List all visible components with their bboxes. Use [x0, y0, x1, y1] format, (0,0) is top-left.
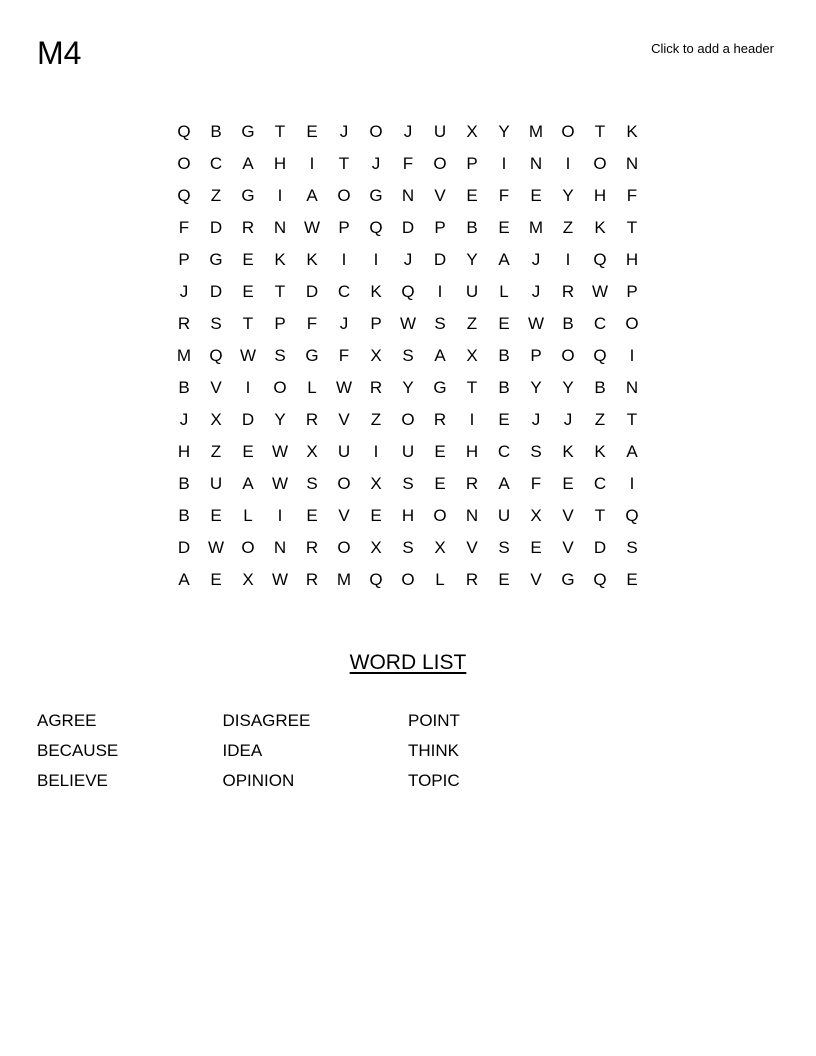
puzzle-letter: H — [177, 442, 191, 461]
puzzle-row — [168, 308, 648, 340]
puzzle-letter: B — [594, 378, 606, 397]
puzzle-letter: Q — [401, 282, 415, 301]
puzzle-letter: T — [242, 314, 254, 333]
puzzle-letter: Y — [466, 250, 478, 269]
puzzle-letter: Q — [593, 570, 607, 589]
puzzle-letter: E — [242, 282, 254, 301]
puzzle-letter: A — [434, 346, 446, 365]
puzzle-letter: G — [241, 186, 255, 205]
puzzle-letter: O — [337, 186, 351, 205]
puzzle-letter: I — [309, 154, 315, 173]
puzzle-letter: B — [466, 218, 478, 237]
puzzle-letter: S — [530, 442, 542, 461]
puzzle-letter: E — [466, 186, 478, 205]
puzzle-letter: I — [277, 186, 283, 205]
puzzle-letter: R — [305, 410, 319, 429]
puzzle-letter: N — [401, 186, 415, 205]
puzzle-row — [168, 116, 648, 148]
puzzle-letter: E — [498, 314, 510, 333]
puzzle-letter: W — [303, 218, 321, 237]
puzzle-letter: V — [530, 570, 542, 589]
puzzle-letter: Z — [594, 410, 606, 429]
page-title: M4 — [37, 35, 82, 71]
puzzle-letter: W — [335, 378, 353, 397]
puzzle-letter: P — [530, 346, 542, 365]
puzzle-letter: U — [497, 506, 511, 525]
puzzle-row — [168, 404, 648, 436]
puzzle-letter: W — [527, 314, 545, 333]
word-list-item: OPINION — [222, 771, 295, 790]
puzzle-letter: M — [528, 122, 544, 141]
puzzle-letter: W — [591, 282, 609, 301]
puzzle-letter: J — [339, 122, 349, 141]
puzzle-letter: I — [437, 282, 443, 301]
puzzle-letter: R — [305, 570, 319, 589]
puzzle-letter: X — [242, 570, 254, 589]
puzzle-letter: E — [498, 570, 510, 589]
puzzle-letter: F — [530, 474, 542, 493]
puzzle-letter: R — [561, 282, 575, 301]
puzzle-letter: D — [177, 538, 191, 557]
puzzle-letter: F — [338, 346, 350, 365]
puzzle-letter: V — [210, 378, 222, 397]
puzzle-letter: D — [209, 282, 223, 301]
puzzle-letter: P — [338, 218, 350, 237]
puzzle-row — [168, 244, 648, 276]
word-list-item: AGREE — [37, 711, 97, 730]
puzzle-letter: T — [338, 154, 350, 173]
puzzle-letter: K — [594, 442, 606, 461]
puzzle-letter: N — [273, 218, 287, 237]
puzzle-letter: K — [274, 250, 286, 269]
puzzle-letter: T — [466, 378, 478, 397]
puzzle-letter: E — [242, 250, 254, 269]
puzzle-letter: Q — [369, 218, 383, 237]
puzzle-row — [168, 500, 648, 532]
puzzle-letter: T — [274, 122, 286, 141]
puzzle-letter: R — [305, 538, 319, 557]
puzzle-letter: V — [434, 186, 446, 205]
puzzle-letter: Q — [177, 186, 191, 205]
puzzle-letter: P — [434, 218, 446, 237]
puzzle-letter: K — [370, 282, 382, 301]
puzzle-letter: E — [306, 122, 318, 141]
puzzle-letter: L — [499, 282, 509, 301]
puzzle-letter: B — [210, 122, 222, 141]
puzzle-letter: C — [337, 282, 351, 301]
puzzle-letter: P — [466, 154, 478, 173]
puzzle-letter: D — [305, 282, 319, 301]
puzzle-letter: L — [435, 570, 445, 589]
puzzle-letter: D — [209, 218, 223, 237]
puzzle-letter: P — [370, 314, 382, 333]
puzzle-letter: D — [401, 218, 415, 237]
puzzle-letter: F — [498, 186, 510, 205]
puzzle-letter: T — [626, 410, 638, 429]
puzzle-letter: G — [433, 378, 447, 397]
puzzle-letter: U — [337, 442, 351, 461]
puzzle-letter: N — [625, 378, 639, 397]
puzzle-letter: W — [271, 442, 289, 461]
word-list — [37, 706, 637, 796]
puzzle-letter: R — [433, 410, 447, 429]
puzzle-letter: S — [402, 346, 414, 365]
puzzle-letter: A — [498, 474, 510, 493]
puzzle-letter: G — [305, 346, 319, 365]
puzzle-letter: H — [465, 442, 479, 461]
puzzle-letter: I — [565, 250, 571, 269]
puzzle-letter: G — [369, 186, 383, 205]
puzzle-letter: W — [239, 346, 257, 365]
puzzle-letter: Z — [466, 314, 478, 333]
puzzle-letter: F — [626, 186, 638, 205]
puzzle-letter: Y — [530, 378, 542, 397]
puzzle-letter: E — [242, 442, 254, 461]
puzzle-letter: L — [307, 378, 317, 397]
puzzle-letter: U — [401, 442, 415, 461]
puzzle-letter: S — [210, 314, 222, 333]
puzzle-letter: G — [241, 122, 255, 141]
puzzle-letter: R — [241, 218, 255, 237]
puzzle-letter: F — [402, 154, 414, 173]
word-list-item: DISAGREE — [222, 711, 311, 730]
puzzle-letter: E — [370, 506, 382, 525]
puzzle-letter: S — [306, 474, 318, 493]
puzzle-letter: R — [465, 570, 479, 589]
puzzle-row — [168, 436, 648, 468]
puzzle-letter: O — [561, 346, 575, 365]
puzzle-letter: K — [626, 122, 638, 141]
puzzle-letter: Y — [274, 410, 286, 429]
puzzle-row — [168, 564, 648, 596]
puzzle-letter: I — [469, 410, 475, 429]
puzzle-letter: I — [501, 154, 507, 173]
puzzle-letter: I — [373, 442, 379, 461]
puzzle-letter: B — [498, 346, 510, 365]
puzzle-letter: O — [625, 314, 639, 333]
puzzle-letter: Q — [369, 570, 383, 589]
puzzle-letter: B — [178, 506, 190, 525]
puzzle-letter: O — [593, 154, 607, 173]
puzzle-letter: V — [338, 506, 350, 525]
puzzle-letter: W — [207, 538, 225, 557]
puzzle-letter: C — [497, 442, 511, 461]
puzzle-letter: O — [177, 154, 191, 173]
puzzle-letter: V — [338, 410, 350, 429]
puzzle-letter: J — [179, 410, 189, 429]
puzzle-letter: A — [242, 474, 254, 493]
puzzle-letter: C — [593, 474, 607, 493]
puzzle-letter: P — [626, 282, 638, 301]
puzzle-letter: A — [626, 442, 638, 461]
puzzle-letter: N — [625, 154, 639, 173]
puzzle-letter: Q — [593, 346, 607, 365]
puzzle-letter: T — [274, 282, 286, 301]
puzzle-row — [168, 180, 648, 212]
puzzle-letter: M — [528, 218, 544, 237]
puzzle-letter: O — [401, 410, 415, 429]
puzzle-letter: Y — [402, 378, 414, 397]
puzzle-letter: S — [274, 346, 286, 365]
puzzle-letter: J — [403, 122, 413, 141]
puzzle-letter: V — [562, 506, 574, 525]
puzzle-letter: R — [465, 474, 479, 493]
puzzle-letter: Z — [562, 218, 574, 237]
puzzle-letter: V — [562, 538, 574, 557]
puzzle-letter: K — [306, 250, 318, 269]
puzzle-letter: L — [243, 506, 253, 525]
puzzle-letter: O — [369, 122, 383, 141]
puzzle-letter: Y — [562, 378, 574, 397]
word-list-item: POINT — [408, 711, 460, 730]
puzzle-letter: I — [565, 154, 571, 173]
puzzle-letter: X — [370, 346, 382, 365]
puzzle-letter: J — [403, 250, 413, 269]
puzzle-letter: F — [178, 218, 190, 237]
puzzle-letter: Q — [593, 250, 607, 269]
puzzle-letter: Y — [498, 122, 510, 141]
puzzle-letter: C — [593, 314, 607, 333]
puzzle-letter: I — [277, 506, 283, 525]
puzzle-letter: Z — [210, 186, 222, 205]
puzzle-letter: Z — [370, 410, 382, 429]
puzzle-row — [168, 340, 648, 372]
puzzle-letter: E — [530, 186, 542, 205]
word-list-item: BECAUSE — [37, 741, 119, 760]
puzzle-row — [168, 372, 648, 404]
puzzle-letter: H — [273, 154, 287, 173]
word-list-item: THINK — [408, 741, 459, 760]
word-list-item: BELIEVE — [37, 771, 108, 790]
puzzle-letter: Y — [562, 186, 574, 205]
puzzle-letter: H — [625, 250, 639, 269]
puzzle-letter: D — [593, 538, 607, 557]
puzzle-letter: N — [529, 154, 543, 173]
puzzle-letter: M — [336, 570, 352, 589]
puzzle-letter: S — [434, 314, 446, 333]
word-list-item: IDEA — [222, 741, 263, 760]
puzzle-letter: X — [370, 474, 382, 493]
puzzle-letter: G — [561, 570, 575, 589]
puzzle-letter: E — [626, 570, 638, 589]
puzzle-letter: W — [271, 570, 289, 589]
puzzle-letter: B — [562, 314, 574, 333]
puzzle-letter: A — [306, 186, 318, 205]
puzzle-letter: O — [337, 474, 351, 493]
puzzle-letter: E — [530, 538, 542, 557]
puzzle-letter: A — [178, 570, 190, 589]
puzzle-letter: A — [498, 250, 510, 269]
puzzle-letter: H — [593, 186, 607, 205]
puzzle-letter: O — [337, 538, 351, 557]
puzzle-letter: I — [373, 250, 379, 269]
puzzle-letter: H — [401, 506, 415, 525]
puzzle-letter: X — [466, 122, 478, 141]
puzzle-letter: Q — [177, 122, 191, 141]
puzzle-letter: N — [273, 538, 287, 557]
puzzle-row — [168, 276, 648, 308]
puzzle-letter: E — [306, 506, 318, 525]
puzzle-letter: Q — [209, 346, 223, 365]
puzzle-letter: E — [210, 506, 222, 525]
puzzle-letter: B — [178, 474, 190, 493]
puzzle-letter: P — [274, 314, 286, 333]
word-list-item: TOPIC — [408, 771, 460, 790]
puzzle-letter: W — [399, 314, 417, 333]
puzzle-letter: C — [209, 154, 223, 173]
puzzle-letter: E — [434, 442, 446, 461]
puzzle-letter: I — [629, 474, 635, 493]
puzzle-letter: O — [561, 122, 575, 141]
puzzle-letter: O — [273, 378, 287, 397]
puzzle-letter: S — [498, 538, 510, 557]
puzzle-letter: T — [626, 218, 638, 237]
puzzle-letter: S — [402, 474, 414, 493]
puzzle-letter: O — [241, 538, 255, 557]
puzzle-letter: O — [401, 570, 415, 589]
puzzle-letter: D — [241, 410, 255, 429]
puzzle-letter: X — [370, 538, 382, 557]
puzzle-letter: K — [562, 442, 574, 461]
puzzle-letter: J — [531, 250, 541, 269]
puzzle-letter: E — [498, 218, 510, 237]
puzzle-letter: V — [466, 538, 478, 557]
puzzle-letter: P — [178, 250, 190, 269]
puzzle-letter: J — [179, 282, 189, 301]
puzzle-letter: E — [434, 474, 446, 493]
puzzle-letter: X — [466, 346, 478, 365]
puzzle-letter: A — [242, 154, 254, 173]
puzzle-letter: U — [209, 474, 223, 493]
puzzle-letter: G — [209, 250, 223, 269]
puzzle-letter: X — [210, 410, 222, 429]
puzzle-letter: E — [562, 474, 574, 493]
puzzle-letter: I — [245, 378, 251, 397]
puzzle-row — [168, 532, 648, 564]
puzzle-letter: T — [594, 506, 606, 525]
puzzle-letter: M — [176, 346, 192, 365]
puzzle-letter: W — [271, 474, 289, 493]
puzzle-letter: J — [563, 410, 573, 429]
puzzle-letter: S — [626, 538, 638, 557]
puzzle-letter: J — [339, 314, 349, 333]
puzzle-row — [168, 212, 648, 244]
puzzle-row — [168, 468, 648, 500]
puzzle-letter: X — [434, 538, 446, 557]
puzzle-letter: O — [433, 154, 447, 173]
puzzle-letter: K — [594, 218, 606, 237]
header-placeholder[interactable]: Click to add a header — [651, 41, 774, 56]
puzzle-letter: B — [178, 378, 190, 397]
word-search-grid — [168, 116, 648, 596]
puzzle-letter: X — [530, 506, 542, 525]
word-list-title: WORD LIST — [349, 651, 467, 674]
puzzle-letter: I — [341, 250, 347, 269]
puzzle-letter: F — [306, 314, 318, 333]
puzzle-letter: R — [369, 378, 383, 397]
puzzle-letter: X — [306, 442, 318, 461]
puzzle-letter: J — [371, 154, 381, 173]
puzzle-letter: E — [210, 570, 222, 589]
puzzle-letter: N — [465, 506, 479, 525]
puzzle-letter: T — [594, 122, 606, 141]
puzzle-letter: U — [465, 282, 479, 301]
puzzle-letter: I — [629, 346, 635, 365]
puzzle-letter: J — [531, 410, 541, 429]
puzzle-letter: Z — [210, 442, 222, 461]
puzzle-row — [168, 148, 648, 180]
puzzle-letter: U — [433, 122, 447, 141]
puzzle-letter: R — [177, 314, 191, 333]
puzzle-letter: O — [433, 506, 447, 525]
puzzle-letter: J — [531, 282, 541, 301]
puzzle-letter: E — [498, 410, 510, 429]
puzzle-letter: B — [498, 378, 510, 397]
puzzle-letter: D — [433, 250, 447, 269]
puzzle-letter: Q — [625, 506, 639, 525]
puzzle-letter: S — [402, 538, 414, 557]
